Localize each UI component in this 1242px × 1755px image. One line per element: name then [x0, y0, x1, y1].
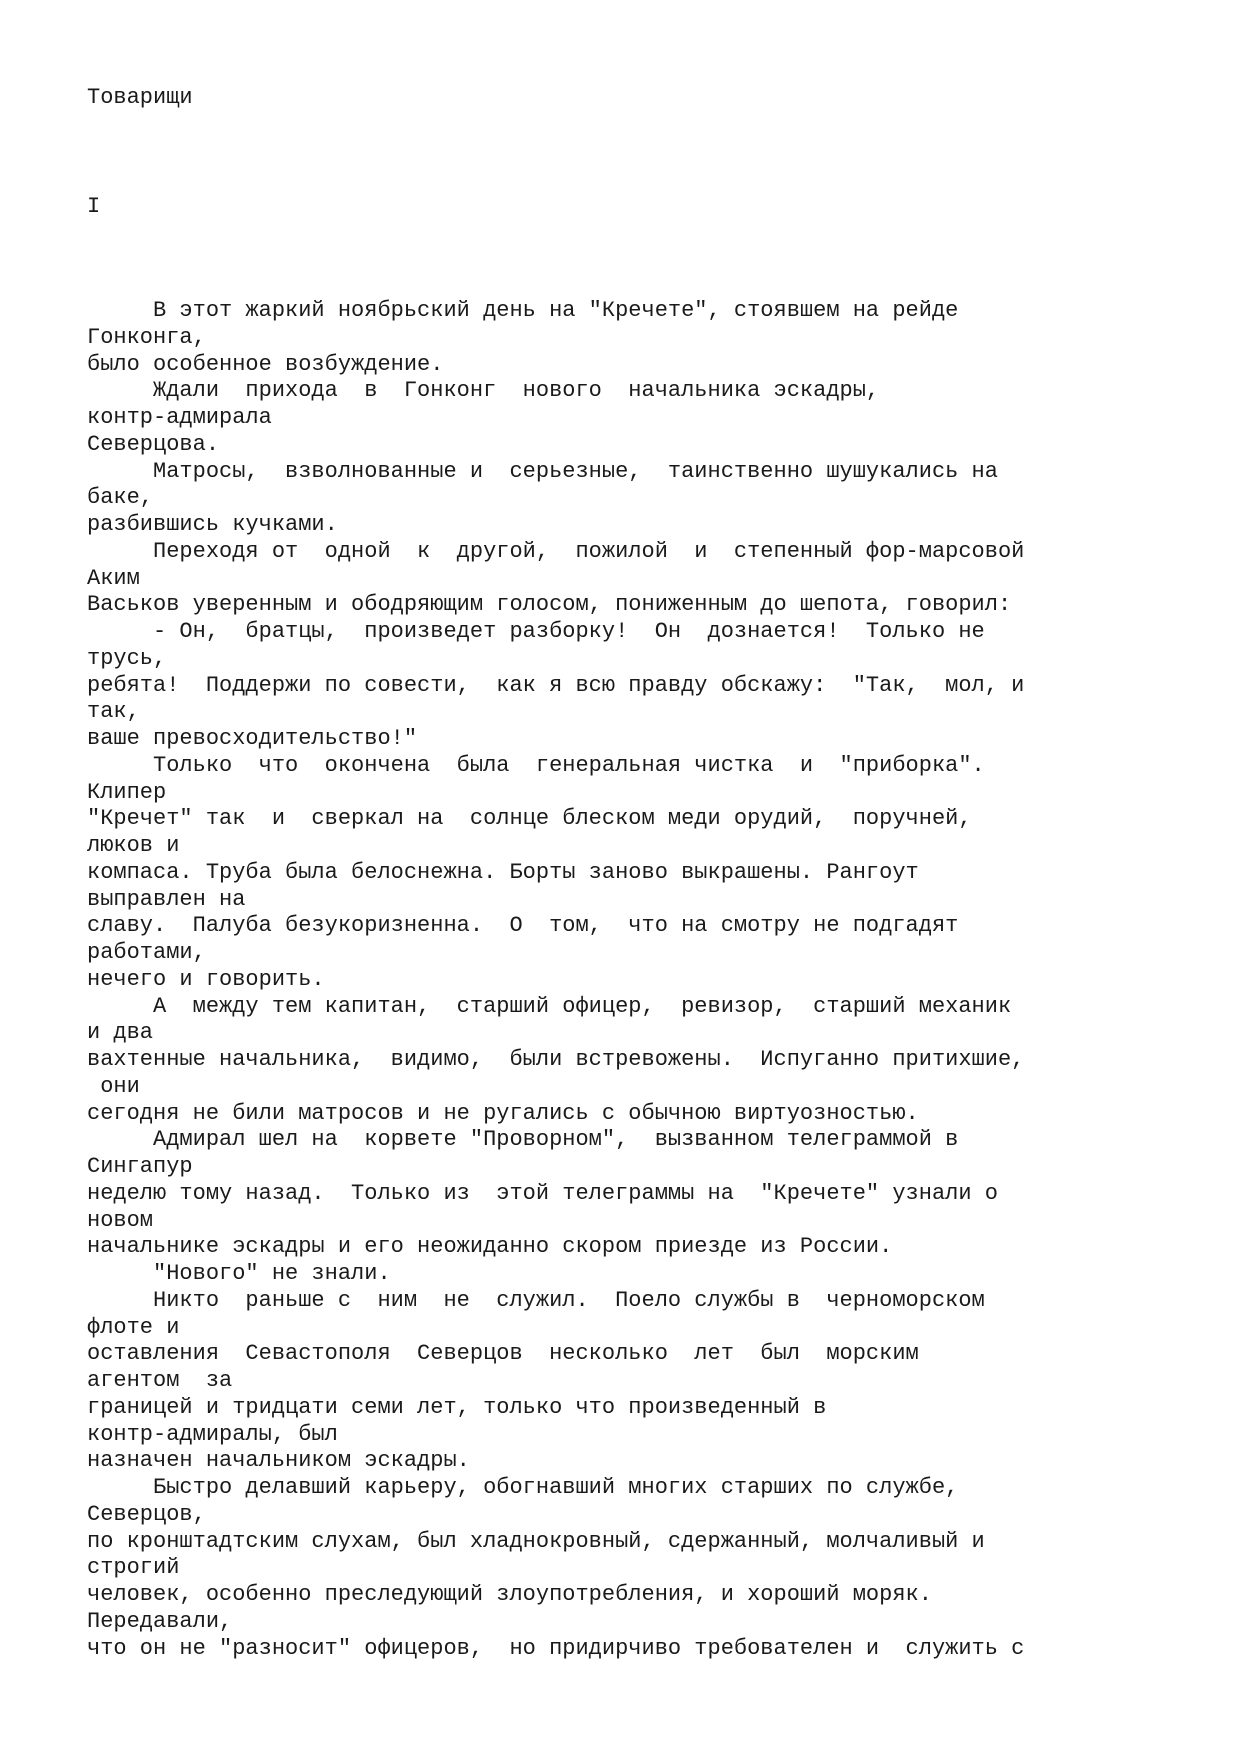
text-line: А между тем капитан, старший офицер, ревизор, старший механик [87, 993, 1012, 1019]
text-line: назначен начальником эскадры. [87, 1448, 470, 1474]
text-line: Аким [87, 565, 140, 591]
text-line: Клипер [87, 779, 167, 805]
text-line: люков и [87, 833, 180, 858]
text-line: баке, [87, 485, 154, 511]
text-line: Ждали прихода в Гонконг нового начальника эскадры, [87, 378, 880, 404]
text-line: Только что окончена была генеральная чистка и "приборка". [87, 752, 985, 778]
text-line: В этот жаркий ноябрьский день на "Кречете", стоявшем на рейде [87, 298, 959, 323]
text-line: оставления Севастополя Северцов несколько лет был морским [87, 1341, 919, 1367]
text-line: флоте и [87, 1314, 180, 1340]
text-line: Матросы, взволнованные и серьезные, таинственно шушукались на [87, 458, 998, 484]
text-line: Северцова. [87, 431, 220, 457]
text-line: Передавали, [87, 1608, 233, 1634]
text-line: - Он, братцы, произведет разборку! Он дознается! Только не [87, 619, 985, 644]
text-line: разбившись кучками. [87, 512, 338, 537]
text-line: что он не "разносит" офицеров, но придирчиво требователен и служить с [87, 1635, 1025, 1661]
text-line: Васьков уверенным и ободряющим голосом, пониженным до шепота, говорил: [87, 592, 1012, 618]
text-line: нечего и говорить. [87, 966, 325, 992]
text-line: они [87, 1073, 140, 1099]
text-line: границей и тридцати семи лет, только что произведенный в [87, 1394, 827, 1420]
text-line: Гонконга, [87, 324, 206, 350]
text-line: ваше превосходительство!" [87, 726, 418, 751]
text-line: "Нового" не знали. [87, 1261, 391, 1286]
text-line: контр-адмиралы, был [87, 1421, 338, 1447]
chapter-heading: I [87, 194, 101, 219]
text-line: Адмирал шел на корвете "Проворном", вызванном телеграммой в [87, 1127, 959, 1153]
text-line: агентом за [87, 1368, 233, 1393]
text-line: контр-адмирала [87, 405, 272, 430]
text-line: работами, [87, 940, 206, 965]
text-line: трусь, [87, 645, 167, 671]
text-line: компаса. Труба была белоснежна. Борты заново выкрашены. Рангоут [87, 859, 919, 885]
text-line: "Кречет" так и сверкал на солнце блеском меди орудий, поручней, [87, 806, 972, 832]
body-text [87, 298, 1187, 1662]
text-line: выправлен на [87, 886, 246, 912]
text-line: Быстро делавший карьеру, обогнавший многих старших по службе, [87, 1475, 959, 1500]
text-line: новом [87, 1207, 154, 1233]
text-line: Северцов, [87, 1501, 206, 1527]
text-line: и два [87, 1020, 154, 1046]
text-line: начальнике эскадры и его неожиданно скором приезде из России. [87, 1234, 893, 1260]
text-line: строгий [87, 1555, 180, 1581]
text-line: неделю тому назад. Только из этой телеграммы на "Кречете" узнали о [87, 1180, 998, 1206]
text-line: человек, особенно преследующий злоупотребления, и хороший моряк. [87, 1582, 932, 1607]
text-line: Переходя от одной к другой, пожилой и степенный фор-марсовой [87, 538, 1025, 564]
text-line: Сингапур [87, 1154, 193, 1179]
text-line: было особенное возбуждение. [87, 351, 444, 377]
text-line: славу. Палуба безукоризненна. О том, что на смотру не подгадят [87, 913, 959, 939]
text-line: по кронштадтским слухам, был хладнокровный, сдержанный, молчаливый и [87, 1528, 985, 1554]
text-line: так, [87, 699, 140, 725]
text-line: сегодня не били матросов и не ругались с обычною виртуозностью. [87, 1100, 919, 1126]
text-line: Никто раньше с ним не служил. Поело службы в черноморском [87, 1287, 985, 1313]
document-title: Товарищи [87, 85, 193, 110]
text-line: вахтенные начальника, видимо, были встревожены. Испуганно притихшие, [87, 1047, 1025, 1072]
text-line: ребята! Поддержи по совести, как я всю правду обскажу: "Так, мол, и [87, 672, 1025, 698]
